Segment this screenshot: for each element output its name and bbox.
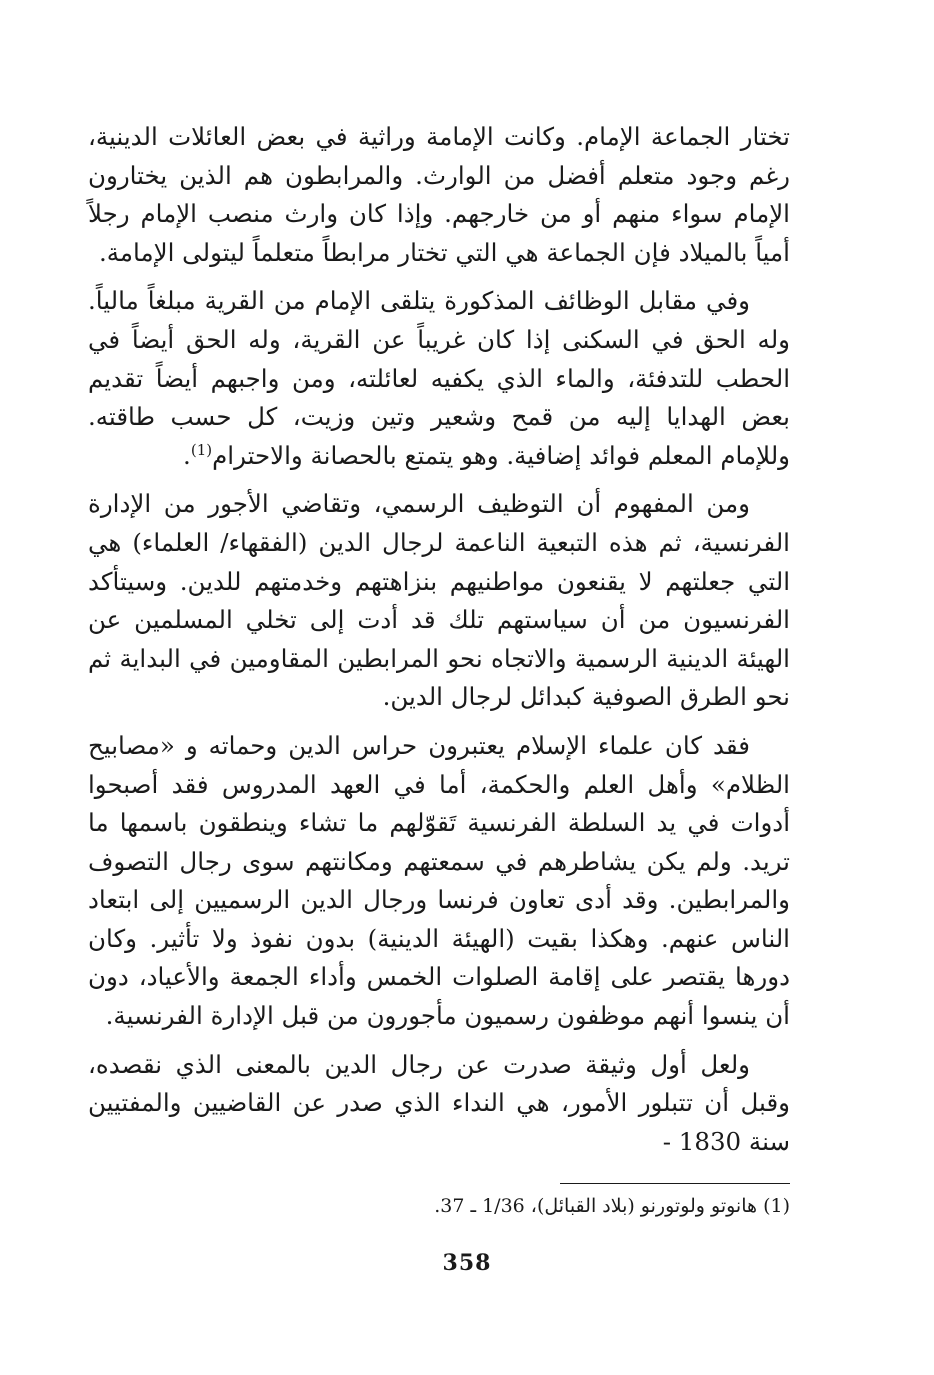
footnote-divider: [560, 1183, 790, 1184]
paragraph-3: ومن المفهوم أن التوظيف الرسمي، وتقاضي الأجور من الإدارة الفرنسية، ثم هذه التبعية الناعمة لرجال الدين (الفقهاء/ العلماء) هي التي جعلتهم لا يقنعون مواطنيهم بنزاهتهم وخدمتهم للدين. وسيتأكد الفرنسيون من أن سياستهم تلك قد أدت إلى تخلي المسلمين عن الهيئة الدينية الرسمية والاتجاه نحو المرابطين المقاومين في البداية ثم نحو الطرق الصوفية كبدائل لرجال الدين.: [88, 489, 790, 712]
body-text: [88, 118, 790, 1171]
paragraph-2-text: وفي مقابل الوظائف المذكورة يتلقى الإمام من القرية مبلغاً مالياً. وله الحق في السكنى إذا كان غريباً عن القرية، وله الحق أيضاً في الحطب للتدفئة، والماء الذي يكفيه لعائلته، ومن واجبهم أيضاً تقديم بعض الهدايا إليه من قمح وشعير وتين وزيت، كل حسب طاقته. وللإمام المعلم فوائد إضافية. وهو يتمتع بالحصانة والاحترام: [88, 286, 790, 470]
paragraph-2-end: .: [183, 440, 191, 470]
page-number: 358: [442, 1250, 492, 1276]
footnote: (1) هانوتو ولوتورنو (بلاد القبائل)، 1/36 ـ 37.: [434, 1195, 790, 1217]
paragraph-4: فقد كان علماء الإسلام يعتبرون حراس الدين وحماته و «مصابيح الظلام» وأهل العلم والحكمة، أما في العهد المدروس فقد أصبحوا أدوات في يد السلطة الفرنسية تَقوّلهم ما تشاء وينطقون باسمها ما تريد. ولم يكن يشاطرهم في سمعتهم ومكانتهم سوى رجال التصوف والمرابطين. وقد أدى تعاون فرنسا ورجال الدين الرسميين إلى ابتعاد الناس عنهم. وهكذا بقيت (الهيئة الدينية) بدون نفوذ ولا تأثير. وكان دورها يقتصر على إقامة الصلوات الخمس وأداء الجمعة والأعياد، دون أن ينسوا أنهم موظفون رسميون مأجورون من قبل الإدارة الفرنسية.: [88, 730, 790, 1031]
paragraph-2: [88, 282, 790, 475]
footnote-reference: (1): [190, 440, 213, 459]
paragraph-5: ولعل أول وثيقة صدرت عن رجال الدين بالمعنى الذي نقصده، وقبل أن تتبلور الأمور، هي النداء الذي صدر عن القاضيين والمفتيين سنة 1830 -: [88, 1049, 790, 1156]
paragraph-1: تختار الجماعة الإمام. وكانت الإمامة وراثية في بعض العائلات الدينية، رغم وجود متعلم أفضل من الوارث. والمرابطون هم الذين يختارون الإمام سواء منهم أو من خارجهم. وإذا كان وارث منصب الإمام رجلاً أمياً بالميلاد فإن الجماعة هي التي تختار مرابطاً متعلماً ليتولى الإمامة.: [88, 122, 790, 267]
